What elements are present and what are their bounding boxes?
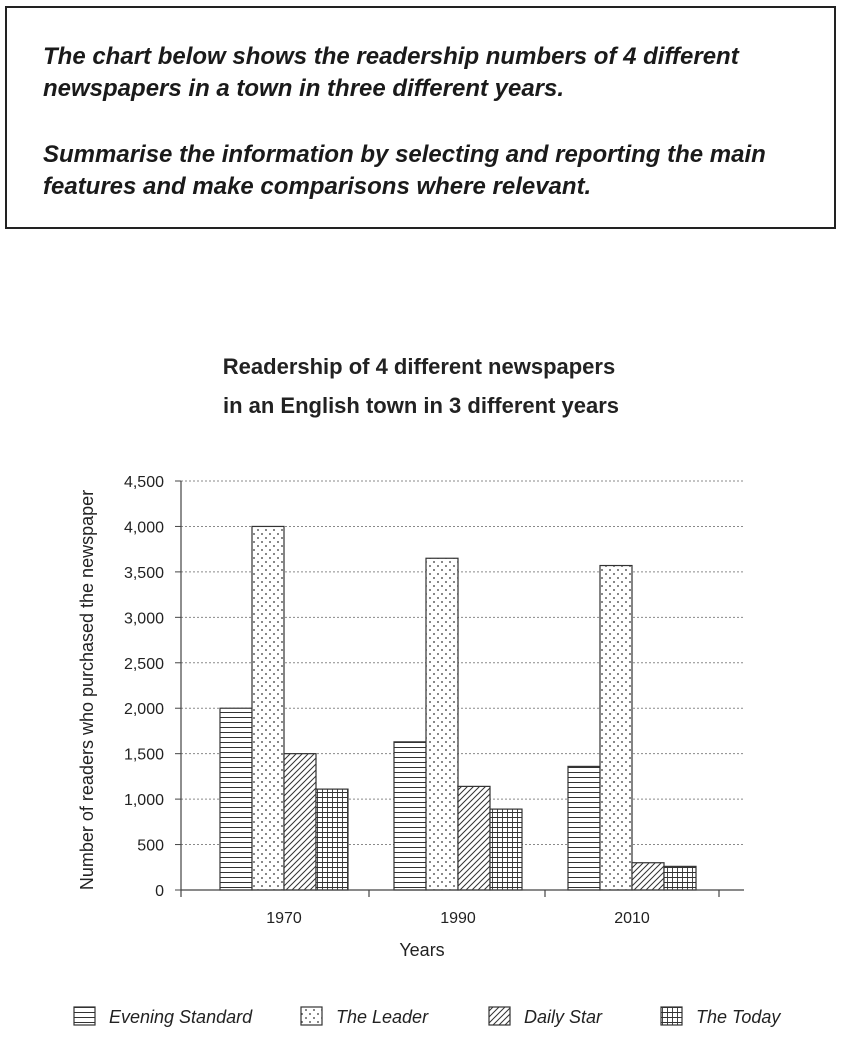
y-tick-label: 500 [137,837,164,855]
y-tick-label: 2,000 [123,701,164,719]
legend-label-the-today: The Today [696,1007,781,1027]
bar-daily-star-2010 [632,863,664,890]
legend-swatch-evening-standard [74,1007,95,1025]
task-prompt-paragraph-2: Summarise the information by selecting and reporting the main features and make comparisons where relevant. [43,141,766,200]
bars [220,526,696,890]
bar-the-today-1970 [316,789,348,890]
y-axis-ticks [124,474,181,900]
y-tick-label: 0 [155,883,164,900]
legend-label-the-leader: The Leader [336,1007,429,1027]
legend-swatch-the-leader [301,1007,322,1025]
y-tick-label: 4,000 [123,519,164,537]
bar-daily-star-1990 [458,786,490,890]
legend-label-daily-star: Daily Star [524,1007,603,1027]
bar-the-leader-1990 [426,558,458,890]
y-tick-label: 2,500 [123,655,164,673]
bar-evening-standard-2010 [568,766,600,890]
y-tick-label: 3,500 [123,564,164,582]
x-tick-label: 1970 [266,910,302,927]
y-tick-label: 1,000 [123,792,164,810]
bar-the-leader-1970 [252,526,284,890]
chart-title-line-2: in an English town in 3 different years [222,393,620,418]
legend [74,1007,781,1027]
task-prompt-paragraph-1: The chart below shows the readership numbers of 4 different newspapers in a town in three different years. [43,43,739,102]
legend-swatch-daily-star [489,1007,510,1025]
legend-item-daily-star [489,1007,603,1027]
y-tick-label: 4,500 [123,474,164,491]
legend-label-evening-standard: Evening Standard [109,1007,253,1027]
x-axis-label: Years [399,940,445,960]
y-tick-label: 3,000 [123,610,164,628]
legend-swatch-the-today [661,1007,682,1025]
bar-the-today-2010 [664,866,696,890]
bar-evening-standard-1990 [394,742,426,890]
x-axis-ticks [181,890,719,927]
bar-the-leader-2010 [600,566,632,890]
x-tick-label: 2010 [614,910,650,927]
bar-daily-star-1970 [284,754,316,890]
legend-item-the-leader [301,1007,429,1027]
legend-item-evening-standard [74,1007,253,1027]
y-tick-label: 1,500 [123,746,164,764]
bar-evening-standard-1970 [220,708,252,890]
x-tick-label: 1990 [440,910,476,927]
legend-item-the-today [661,1007,781,1027]
chart-title-line-1: Readership of 4 different newspapers [222,354,616,379]
y-axis-label: Number of readers who purchased the newspaper [77,489,97,891]
bar-the-today-1990 [490,809,522,890]
